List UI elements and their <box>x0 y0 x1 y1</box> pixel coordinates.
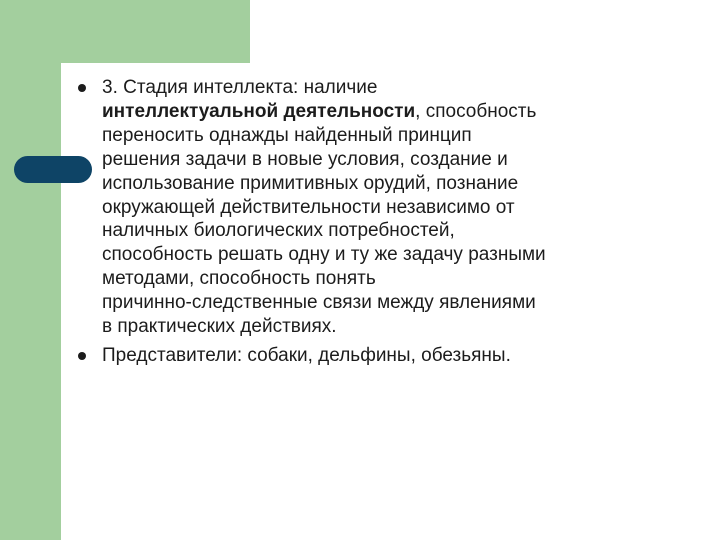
text-line: решения задачи в новые условия, создание и <box>102 148 508 170</box>
bullet-item-representatives <box>75 344 675 368</box>
emphasis-text: интеллектуальной деятельности <box>102 100 416 122</box>
bullet-dot-icon <box>78 352 86 360</box>
text-line: переносить однажды найденный принцип <box>102 124 472 146</box>
bullet-item-intellect-stage <box>75 76 675 339</box>
text-line: способность решать одну и ту же задачу разными <box>102 244 546 266</box>
slide-content <box>75 76 675 373</box>
text-line: использование примитивных орудий, познание <box>102 172 519 194</box>
text-line <box>102 100 675 124</box>
bullet-dot-icon <box>78 84 86 92</box>
text-line: причинно-следственные связи между явлениями <box>102 292 536 314</box>
text-line: наличных биологических потребностей, <box>102 220 455 242</box>
text-line: методами, способность понять <box>102 268 376 290</box>
text-line: в практических действиях. <box>102 316 337 338</box>
text-line: Представители: собаки, дельфины, обезьяны. <box>102 344 511 366</box>
text-line: окружающей действительности независимо от <box>102 196 515 218</box>
text-line: 3. Стадия интеллекта: наличие <box>102 77 378 98</box>
text-fragment: , способность <box>415 100 537 122</box>
decor-left-bar <box>0 0 61 540</box>
